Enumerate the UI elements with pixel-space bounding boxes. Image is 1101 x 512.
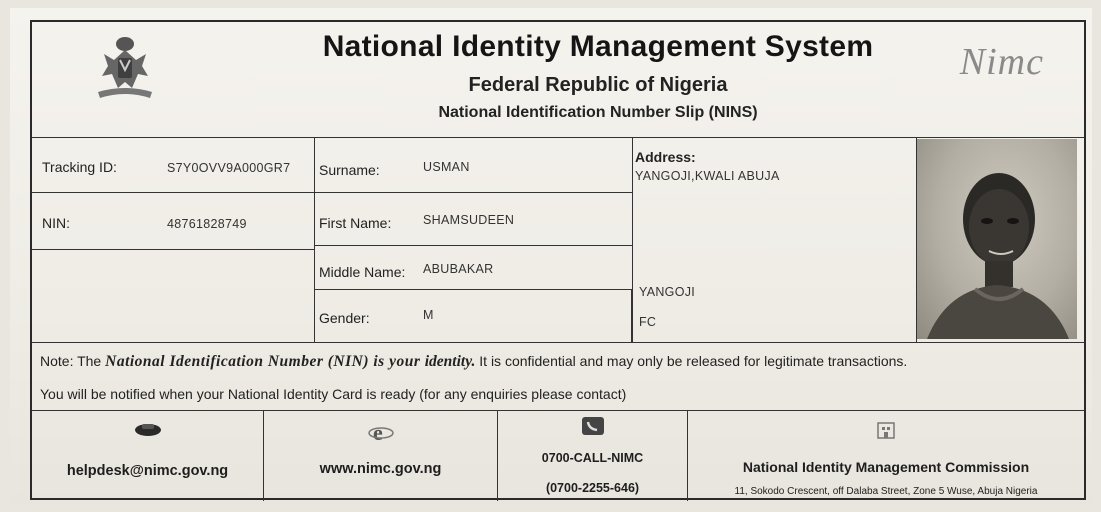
nin-cell <box>32 193 315 250</box>
gender-cell <box>315 290 632 342</box>
address-line-2: YANGOJI <box>639 285 696 299</box>
note-line-1 <box>40 353 907 371</box>
nimc-logo: Nimc <box>959 41 1044 83</box>
telephone-icon <box>498 415 687 442</box>
middle-name-cell <box>315 246 632 290</box>
address-line-3: FC <box>639 315 657 329</box>
nin-value: 48761828749 <box>167 217 247 231</box>
slip-frame <box>30 20 1086 500</box>
note-rest: It is confidential and may only be released for legitimate transactions. <box>475 353 908 369</box>
slip-header <box>32 22 1084 138</box>
first-name-label: First Name: <box>319 215 392 231</box>
note-mid: is your <box>368 353 425 370</box>
nin-slip <box>10 8 1092 504</box>
office-building-icon <box>688 419 1084 444</box>
surname-value: USMAN <box>423 160 470 174</box>
middle-name-label: Middle Name: <box>319 264 406 280</box>
middle-name-value: ABUBAKAR <box>423 262 494 276</box>
organization-address: 11, Sokodo Crescent, off Dalaba Street, Zone 5 Wuse, Abuja Nigeria <box>734 486 1038 497</box>
gender-label: Gender: <box>319 310 370 326</box>
page-subtitle: Federal Republic of Nigeria <box>468 74 728 96</box>
phone-digits: (0700-2255-646) <box>545 481 640 495</box>
address-cell <box>632 137 917 342</box>
phone-handset-icon <box>32 421 263 442</box>
address-value: YANGOJI,KWALI ABUJA <box>635 169 780 183</box>
nin-label: NIN: <box>42 215 70 231</box>
note-prefix: Note: The <box>40 353 106 369</box>
first-name-value: SHAMSUDEEN <box>423 213 515 227</box>
portrait-image <box>917 139 1077 339</box>
email-cell <box>32 411 264 501</box>
tracking-label: Tracking ID: <box>42 159 117 175</box>
page-title: National Identity Management System <box>322 30 874 63</box>
note-section <box>32 342 1084 410</box>
note-identity: identity. <box>424 353 476 370</box>
svg-text:e: e <box>372 421 383 443</box>
phone-cell <box>498 411 688 501</box>
note-line-2: You will be notified when your National Identity Card is ready (for any enquiries please contact) <box>40 386 627 402</box>
slip-title: National Identification Number Slip (NINS) <box>438 104 758 121</box>
helpdesk-email-link[interactable]: helpdesk@nimc.gov.ng <box>66 463 229 479</box>
gender-value: M <box>423 308 434 322</box>
address-label: Address: <box>635 149 696 165</box>
tracking-cell <box>32 137 315 193</box>
surname-cell <box>315 137 632 193</box>
first-name-cell <box>315 193 632 246</box>
organization-name: National Identity Management Commission <box>742 459 1030 475</box>
website-cell <box>264 411 498 501</box>
website-link[interactable]: www.nimc.gov.ng <box>319 461 442 477</box>
tracking-value: S7Y0OVV9A000GR7 <box>167 161 291 175</box>
holder-photo <box>917 139 1077 339</box>
blank-cell <box>32 250 315 342</box>
surname-label: Surname: <box>319 162 380 178</box>
internet-explorer-icon <box>264 421 497 448</box>
phone-word: 0700-CALL-NIMC <box>541 451 644 465</box>
note-nin-phrase: National Identification Number (NIN) <box>105 353 369 370</box>
contact-footer <box>32 410 1084 501</box>
organization-cell <box>688 411 1084 501</box>
